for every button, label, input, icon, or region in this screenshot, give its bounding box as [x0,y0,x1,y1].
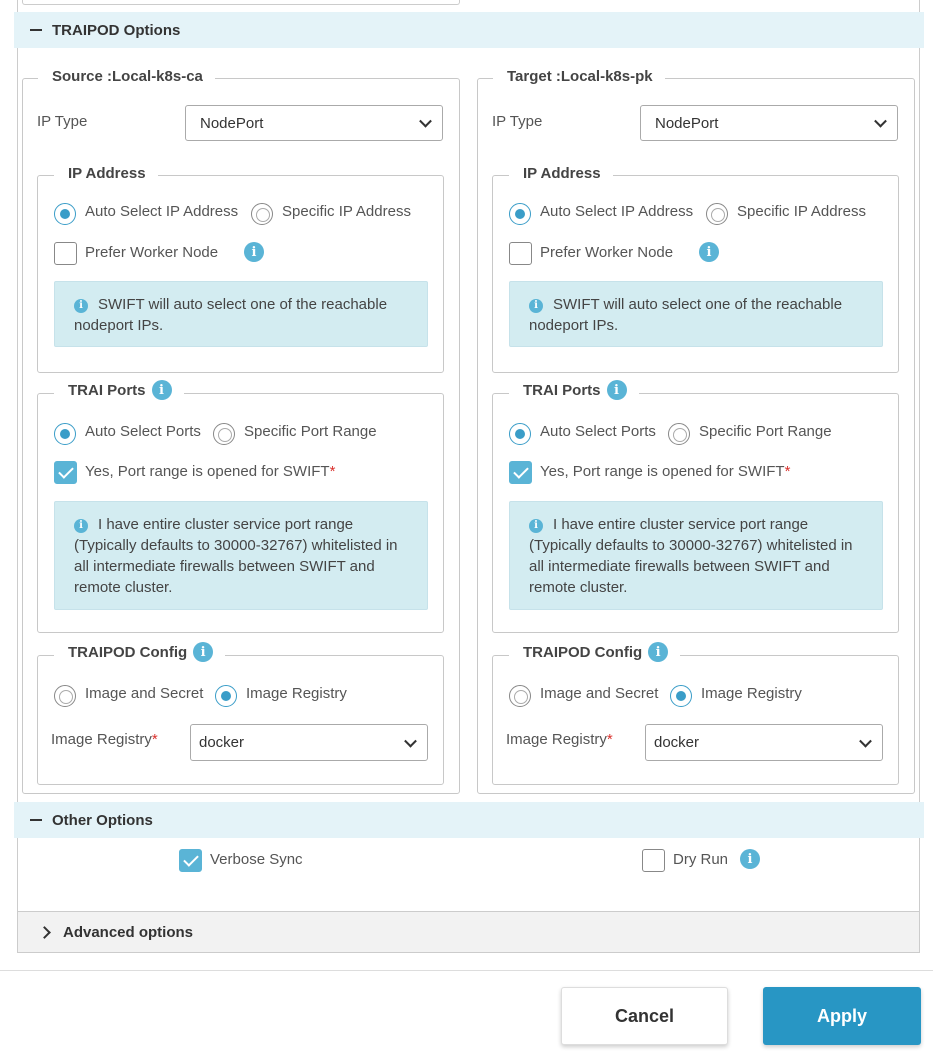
image-registry-label-text: Image Registry [51,731,152,748]
advanced-options-label: Advanced options [63,923,194,941]
info-icon[interactable]: i [244,242,264,262]
info-icon[interactable]: i [699,242,719,262]
ip-address-note [509,281,883,347]
required-mark: * [784,463,791,480]
required-mark: * [329,463,336,480]
ip-type-select[interactable] [640,105,898,141]
info-icon: i [529,519,543,533]
ip-address-legend-text: IP Address [68,165,146,182]
info-icon[interactable]: i [607,380,627,400]
auto-select-ip-radio[interactable] [509,203,531,225]
info-icon[interactable]: i [740,849,760,869]
traipod-config-fieldset [492,655,899,785]
specific-ip-label: Specific IP Address [737,203,866,220]
trai-ports-note [509,501,883,610]
image-registry-value: docker [654,734,700,751]
cancel-button[interactable]: Cancel [561,987,728,1045]
specific-port-range-label: Specific Port Range [244,423,377,440]
chevron-down-icon [404,734,417,747]
traipod-config-fieldset [37,655,444,785]
prefer-worker-checkbox[interactable] [54,242,77,265]
chevron-right-icon [38,926,51,939]
info-icon[interactable]: i [193,642,213,662]
ip-type-label: IP Type [492,113,543,130]
chevron-down-icon [859,734,872,747]
port-range-confirm-text: Yes, Port range is opened for SWIFT [540,463,785,480]
port-range-confirm-checkbox[interactable] [509,461,532,484]
info-icon: i [74,299,88,313]
dry-run-label: Dry Run [673,851,729,868]
image-registry-radio[interactable] [670,685,692,707]
verbose-sync-label: Verbose Sync [210,851,303,868]
traipod-config-legend [509,642,680,662]
chevron-down-icon [419,115,432,128]
top-field-stub [22,0,460,5]
prefer-worker-label: Prefer Worker Node [540,244,674,261]
minus-icon [30,29,42,31]
ip-type-select[interactable] [185,105,443,141]
prefer-worker-checkbox[interactable] [509,242,532,265]
ip-address-legend-text: IP Address [523,165,601,182]
trai-ports-note-text: I have entire cluster service port range (Typically defaults to 30000-32767) whitelisted in all intermediate firewalls between SWIFT and remote cluster. [74,516,398,596]
image-registry-radio-label: Image Registry [701,685,802,702]
image-registry-label-text: Image Registry [506,731,607,748]
ip-type-value: NodePort [200,114,264,132]
info-icon[interactable]: i [152,380,172,400]
image-registry-radio-label: Image Registry [246,685,347,702]
traipod-options-header[interactable] [14,12,924,48]
trai-ports-legend-text: TRAI Ports [68,381,146,399]
chevron-down-icon [874,115,887,128]
dry-run-checkbox[interactable] [642,849,665,872]
trai-ports-note-text: I have entire cluster service port range (Typically defaults to 30000-32767) whitelisted in all intermediate firewalls between SWIFT and remote cluster. [529,516,853,596]
trai-ports-legend-text: TRAI Ports [523,381,601,399]
ip-type-label: IP Type [37,113,88,130]
port-range-confirm-text: Yes, Port range is opened for SWIFT [85,463,330,480]
advanced-options-toggle[interactable] [17,911,920,953]
ip-address-note-text: SWIFT will auto select one of the reachable nodeport IPs. [74,296,388,334]
port-range-confirm-label [85,463,335,480]
ip-address-note [54,281,428,347]
required-mark: * [606,731,613,748]
trai-ports-legend [509,380,639,400]
ip-type-value: NodePort [655,114,719,132]
cluster-legend [38,68,215,85]
image-and-secret-label: Image and Secret [540,685,659,702]
port-range-confirm-label [540,463,790,480]
info-icon[interactable]: i [648,642,668,662]
apply-button[interactable]: Apply [763,987,921,1045]
info-icon: i [74,519,88,533]
image-registry-field-label [506,731,613,748]
ip-address-legend [54,165,158,182]
cluster-legend-text: Source :Local-k8s-ca [52,68,203,85]
section-title: TRAIPOD Options [52,21,181,39]
section-title: Other Options [52,811,153,829]
other-options-header[interactable] [14,802,924,838]
traipod-config-legend [54,642,225,662]
auto-select-ports-label: Auto Select Ports [540,423,656,440]
traipod-config-legend-text: TRAIPOD Config [68,643,188,661]
specific-port-range-radio[interactable] [213,423,235,445]
auto-select-ports-radio[interactable] [509,423,531,445]
auto-select-ports-label: Auto Select Ports [85,423,201,440]
image-registry-value: docker [199,734,245,751]
image-registry-select[interactable] [190,724,428,761]
specific-ip-label: Specific IP Address [282,203,411,220]
specific-ip-radio[interactable] [251,203,273,225]
info-icon: i [529,299,543,313]
ip-address-note-text: SWIFT will auto select one of the reachable nodeport IPs. [529,296,843,334]
auto-select-ip-radio[interactable] [54,203,76,225]
specific-port-range-radio[interactable] [668,423,690,445]
image-and-secret-radio[interactable] [509,685,531,707]
minus-icon [30,819,42,821]
auto-select-ports-radio[interactable] [54,423,76,445]
image-and-secret-radio[interactable] [54,685,76,707]
auto-select-ip-label: Auto Select IP Address [85,203,239,220]
prefer-worker-label: Prefer Worker Node [85,244,219,261]
specific-port-range-label: Specific Port Range [699,423,832,440]
footer-divider [0,970,933,971]
verbose-sync-checkbox[interactable] [179,849,202,872]
cluster-legend-text: Target :Local-k8s-pk [507,68,653,85]
required-mark: * [151,731,158,748]
traipod-config-legend-text: TRAIPOD Config [523,643,643,661]
image-and-secret-label: Image and Secret [85,685,204,702]
trai-ports-legend [54,380,184,400]
ip-address-legend [509,165,613,182]
specific-ip-radio[interactable] [706,203,728,225]
image-registry-radio[interactable] [215,685,237,707]
image-registry-select[interactable] [645,724,883,761]
auto-select-ip-label: Auto Select IP Address [540,203,694,220]
trai-ports-note [54,501,428,610]
image-registry-field-label [51,731,158,748]
cluster-legend [493,68,665,85]
port-range-confirm-checkbox[interactable] [54,461,77,484]
